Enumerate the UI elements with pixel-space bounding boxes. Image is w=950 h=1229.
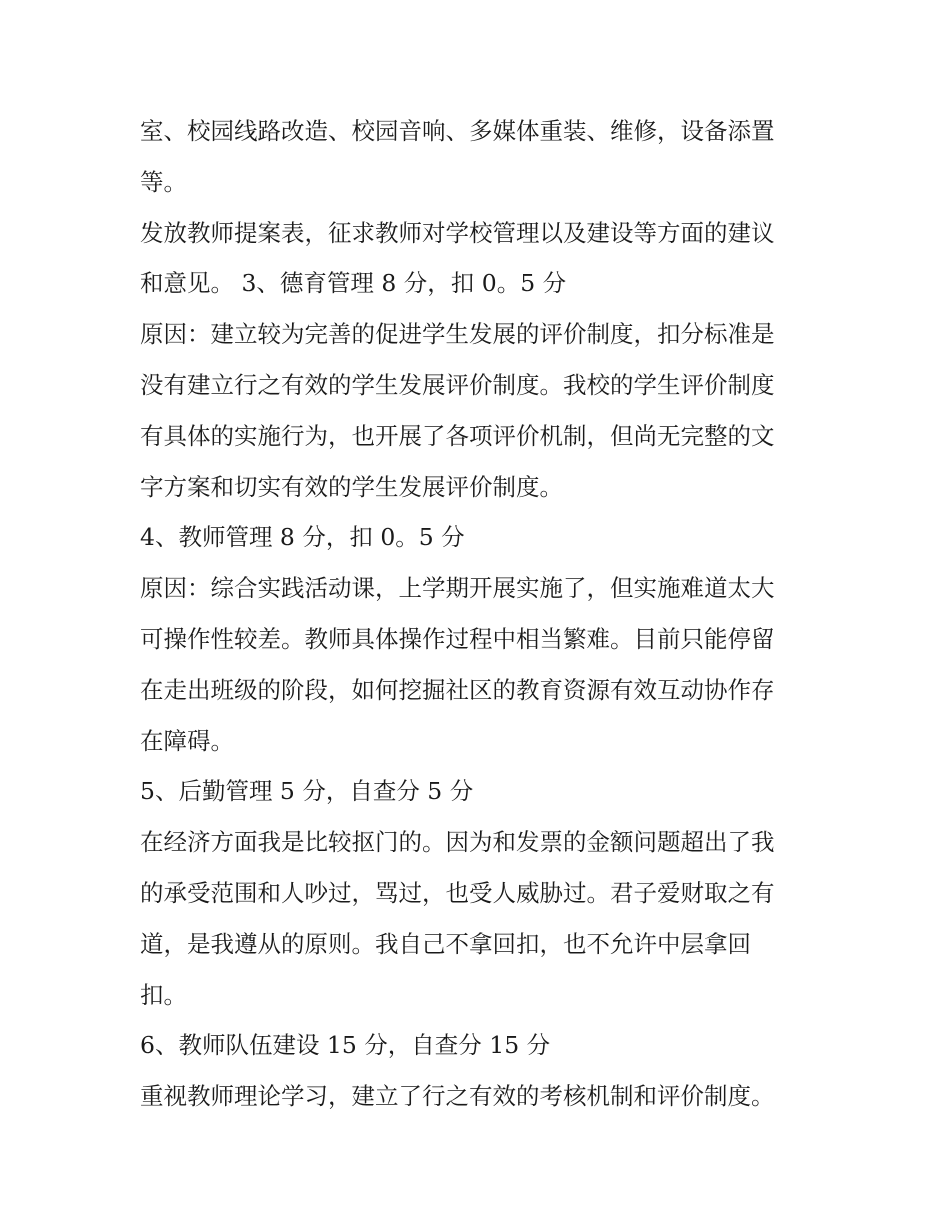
text-line: 可操作性较差。教师具体操作过程中相当繁难。目前只能停留 (140, 624, 775, 653)
text-line: 有具体的实施行为，也开展了各项评价机制，但尚无完整的文 (140, 421, 775, 450)
text-line: 原因：建立较为完善的促进学生发展的评价制度，扣分标准是 (140, 320, 775, 349)
text-line: 等。 (140, 167, 187, 196)
text-line: 道，是我遵从的原则。我自己不拿回扣，也不允许中层拿回 (140, 929, 751, 958)
section-heading: 4、教师管理 8 分，扣 0。5 分 (140, 523, 465, 552)
text-line: 发放教师提案表，征求教师对学校管理以及建设等方面的建议 (140, 218, 775, 247)
paragraph-teacher-management-reason (140, 563, 820, 766)
text-line: 扣。 (140, 980, 187, 1009)
paragraph-economy (140, 817, 820, 1020)
heading-teacher-team-building (140, 1020, 820, 1071)
paragraph-teacher-proposal (140, 208, 820, 310)
section-heading: 6、教师队伍建设 15 分，自查分 15 分 (140, 1031, 551, 1060)
paragraph-facilities-continued (140, 106, 820, 208)
heading-teacher-management (140, 512, 820, 563)
paragraph-theory-study (140, 1071, 820, 1122)
text-line: 重视教师理论学习，建立了行之有效的考核机制和评价制度。 (140, 1082, 775, 1111)
text-line: 在经济方面我是比较抠门的。因为和发票的金额问题超出了我 (140, 828, 775, 857)
text-line: 的承受范围和人吵过，骂过，也受人威胁过。君子爱财取之有 (140, 878, 775, 907)
text-line: 在障碍。 (140, 726, 234, 755)
text-line: 字方案和切实有效的学生发展评价制度。 (140, 472, 563, 501)
section-heading: 5、后勤管理 5 分，自查分 5 分 (140, 777, 474, 806)
heading-logistics-management (140, 766, 820, 817)
text-line: 和意见。 3、德育管理 8 分，扣 0。5 分 (140, 269, 567, 298)
document-body (140, 106, 820, 1122)
text-line: 原因：综合实践活动课，上学期开展实施了，但实施难道太大 (140, 574, 775, 603)
paragraph-moral-education-reason (140, 309, 820, 512)
text-line: 没有建立行之有效的学生发展评价制度。我校的学生评价制度 (140, 370, 775, 399)
text-line: 室、校园线路改造、校园音响、多媒体重装、维修，设备添置 (140, 117, 775, 145)
text-line: 在走出班级的阶段，如何挖掘社区的教育资源有效互动协作存 (140, 675, 775, 704)
